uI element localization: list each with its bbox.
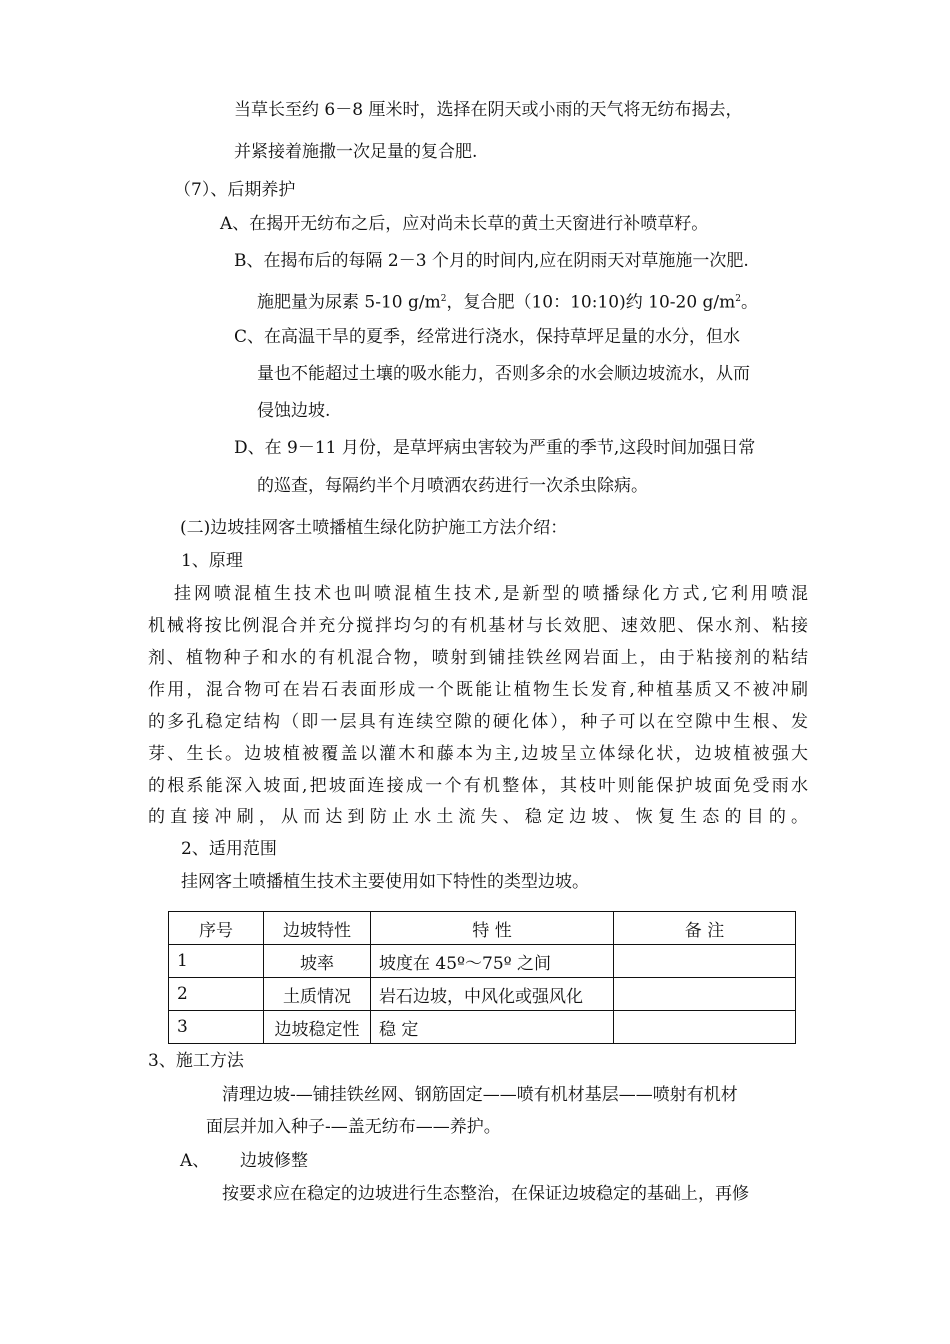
table-row bbox=[169, 978, 796, 1011]
text-line: A、在揭开无纺布之后，应对尚未长草的黄土天窗进行补喷草籽。 bbox=[220, 214, 709, 234]
table-cell: 岩石边坡，中风化或强风化 bbox=[371, 978, 614, 1011]
text-line: 当草长至约 6－8 厘米时，选择在阴天或小雨的天气将无纺布揭去， bbox=[234, 100, 743, 120]
section-heading: （7）、后期养护 bbox=[174, 180, 296, 200]
text-line: 的巡查，每隔约半个月喷洒农药进行一次杀虫除病。 bbox=[257, 476, 648, 496]
text-line: 作用，混合物可在岩石表面形成一个既能让植物生长发育,种植基质又不被冲刷 bbox=[148, 680, 811, 700]
text-line: 挂网喷混植生技术也叫喷混植生技术,是新型的喷播绿化方式,它利用喷混 bbox=[174, 584, 811, 604]
text-line: 面层并加入种子-—盖无纺布——养护。 bbox=[206, 1117, 501, 1137]
subsection-heading: 2、适用范围 bbox=[181, 839, 277, 859]
text-line: 挂网客土喷播植生技术主要使用如下特性的类型边坡。 bbox=[181, 872, 589, 892]
text-line: 的多孔稳定结构（即一层具有连续空隙的硬化体），种子可以在空隙中生根、发 bbox=[148, 712, 811, 732]
slope-characteristics-table bbox=[168, 911, 796, 1044]
table-cell bbox=[614, 945, 796, 978]
text-line: 量也不能超过土壤的吸水能力，否则多余的水会顺边坡流水，从而 bbox=[257, 364, 750, 384]
text-line: 剂、植物种子和水的有机混合物，喷射到铺挂铁丝网岩面上，由于粘接剂的粘结 bbox=[148, 648, 810, 668]
table-header-cell: 边坡特性 bbox=[264, 912, 371, 945]
text-line: 芽、生长。边坡植被覆盖以灌木和藤本为主,边坡呈立体绿化状，边坡植被强大 bbox=[148, 744, 811, 764]
table-header-cell: 备 注 bbox=[614, 912, 796, 945]
table-cell: 1 bbox=[169, 945, 264, 978]
text-line: 并紧接着施撒一次足量的复合肥. bbox=[234, 142, 478, 162]
table-cell bbox=[614, 978, 796, 1011]
text-line: 的根系能深入坡面,把坡面连接成一个有机整体，其枝叶则能保护坡面免受雨水 bbox=[148, 776, 811, 796]
table-header-row bbox=[169, 912, 796, 945]
table-cell: 3 bbox=[169, 1011, 264, 1044]
table-row bbox=[169, 945, 796, 978]
text-line: D、在 9－11 月份，是草坪病虫害较为严重的季节,这段时间加强日常 bbox=[234, 438, 756, 458]
text-line: B、在揭布后的每隔 2－3 个月的时间内,应在阴雨天对草施施一次肥. bbox=[234, 251, 749, 271]
text-line: 清理边坡-—铺挂铁丝网、钢筋固定——喷有机材基层——喷射有机材 bbox=[222, 1085, 738, 1105]
text-line: 的直接冲刷，从而达到防止水土流失、稳定边坡、恢复生态的目的。 bbox=[148, 807, 814, 827]
table-cell: 坡率 bbox=[264, 945, 371, 978]
table-cell: 稳 定 bbox=[371, 1011, 614, 1044]
table-header-cell: 序号 bbox=[169, 912, 264, 945]
table-cell: 2 bbox=[169, 978, 264, 1011]
table-cell: 边坡稳定性 bbox=[264, 1011, 371, 1044]
subsection-heading: 3、施工方法 bbox=[148, 1051, 244, 1071]
text-line: 机械将按比例混合并充分搅拌均匀的有机基材与长效肥、速效肥、保水剂、粘接 bbox=[148, 616, 810, 636]
section-heading: (二)边坡挂网客土喷播植生绿化防护施工方法介绍： bbox=[180, 518, 568, 538]
text-line: 施肥量为尿素 5-10 $g/m^2$，复合肥（10：10:10)约 10-20 $g/m^2$。 bbox=[257, 292, 759, 313]
text-line: 侵蚀边坡. bbox=[257, 401, 331, 421]
table-cell: 坡度在 45º～75º 之间 bbox=[371, 945, 614, 978]
table-header-cell: 特 性 bbox=[371, 912, 614, 945]
text-line: C、在高温干旱的夏季，经常进行浇水，保持草坪足量的水分，但水 bbox=[234, 327, 741, 347]
table-cell bbox=[614, 1011, 796, 1044]
text-line: 按要求应在稳定的边坡进行生态整治，在保证边坡稳定的基础上，再修 bbox=[222, 1184, 749, 1204]
subsection-label: A、 bbox=[180, 1151, 210, 1171]
subsection-heading: 1、原理 bbox=[181, 551, 243, 571]
table-cell: 土质情况 bbox=[264, 978, 371, 1011]
table-row bbox=[169, 1011, 796, 1044]
subsection-heading: 边坡修整 bbox=[240, 1151, 308, 1171]
